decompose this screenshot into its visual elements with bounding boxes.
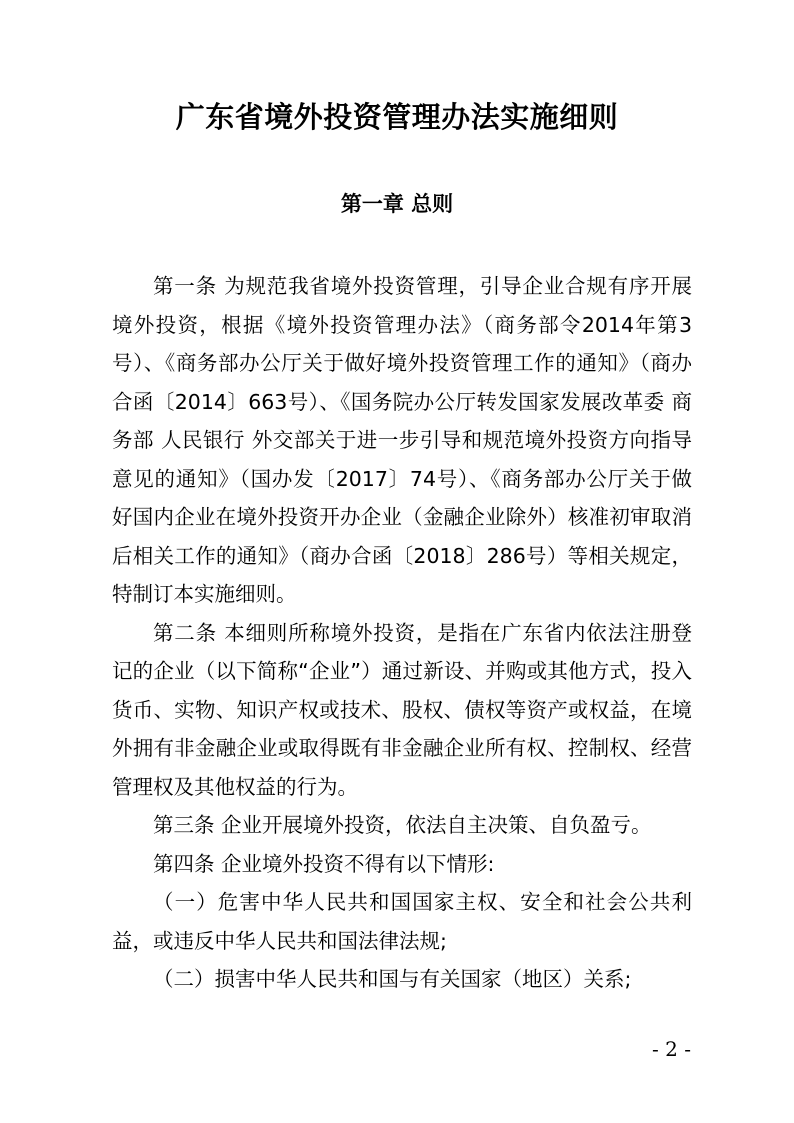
document-title: 广东省境外投资管理办法实施细则 [175, 100, 619, 134]
page-number: - 2 - [652, 1037, 691, 1061]
article-2-paragraph: 第二条 本细则所称境外投资，是指在广东省内依法注册登记的企业（以下简称“企业”）通过新设、并购或其他方式，投入货币、实物、知识产权或技术、股权、债权等资产或权益，在境外拥有非金融企业或取得既有非金融企业所有权、控制权、经营管理权及其他权益的行为。 [112, 620, 692, 799]
article-4-item-2: （二）损害中华人民共和国与有关国家（地区）关系; [153, 967, 632, 991]
document-body [112, 267, 692, 999]
article-3-paragraph: 第三条 企业开展境外投资，依法自主决策、自负盈亏。 [153, 813, 652, 837]
article-1-paragraph: 第一条 为规范我省境外投资管理，引导企业合规有序开展境外投资，根据《境外投资管理办法》（商务部令2014年第3号）、《商务部办公厅关于做好境外投资管理工作的通知》（商办合函〔2014〕663号）、《国务院办公厅转发国家发展改革委 商务部 人民银行 外交部关于进一步引导和规范境外投资方向指导意见的通知》（国办发〔2017〕74号）、《商务部办公厅关于做好国内企业在境外投资开办企业（金融企业除外）核准初审取消后相关工作的通知》（商办合函〔2018〕286号）等相关规定，特制订本实施细则。 [112, 274, 692, 606]
article-4-paragraph: 第四条 企业境外投资不得有以下情形: [153, 851, 495, 876]
chapter-title: 第一章 总则 [340, 192, 454, 216]
article-4-item-1: （一）危害中华人民共和国国家主权、安全和社会公共利益，或违反中华人民共和国法律法规; [112, 890, 692, 953]
